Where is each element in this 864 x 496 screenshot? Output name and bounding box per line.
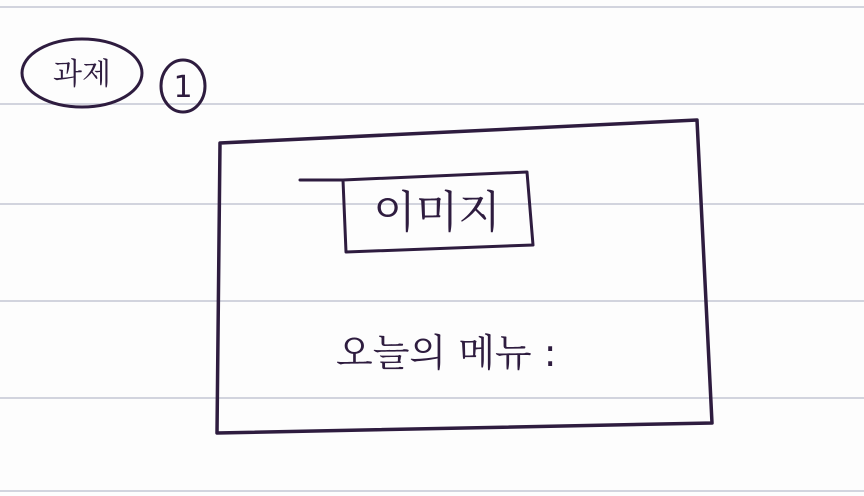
image-box-label: 이미지 bbox=[373, 187, 501, 238]
assignment-heading bbox=[22, 39, 142, 107]
heading-label: 과제 bbox=[53, 57, 111, 92]
page-frame bbox=[217, 120, 712, 433]
image-placeholder bbox=[300, 172, 533, 252]
number-label: 1 bbox=[173, 70, 193, 105]
menu-label: 오늘의 메뉴 : bbox=[336, 331, 557, 375]
assignment-number bbox=[161, 60, 205, 112]
